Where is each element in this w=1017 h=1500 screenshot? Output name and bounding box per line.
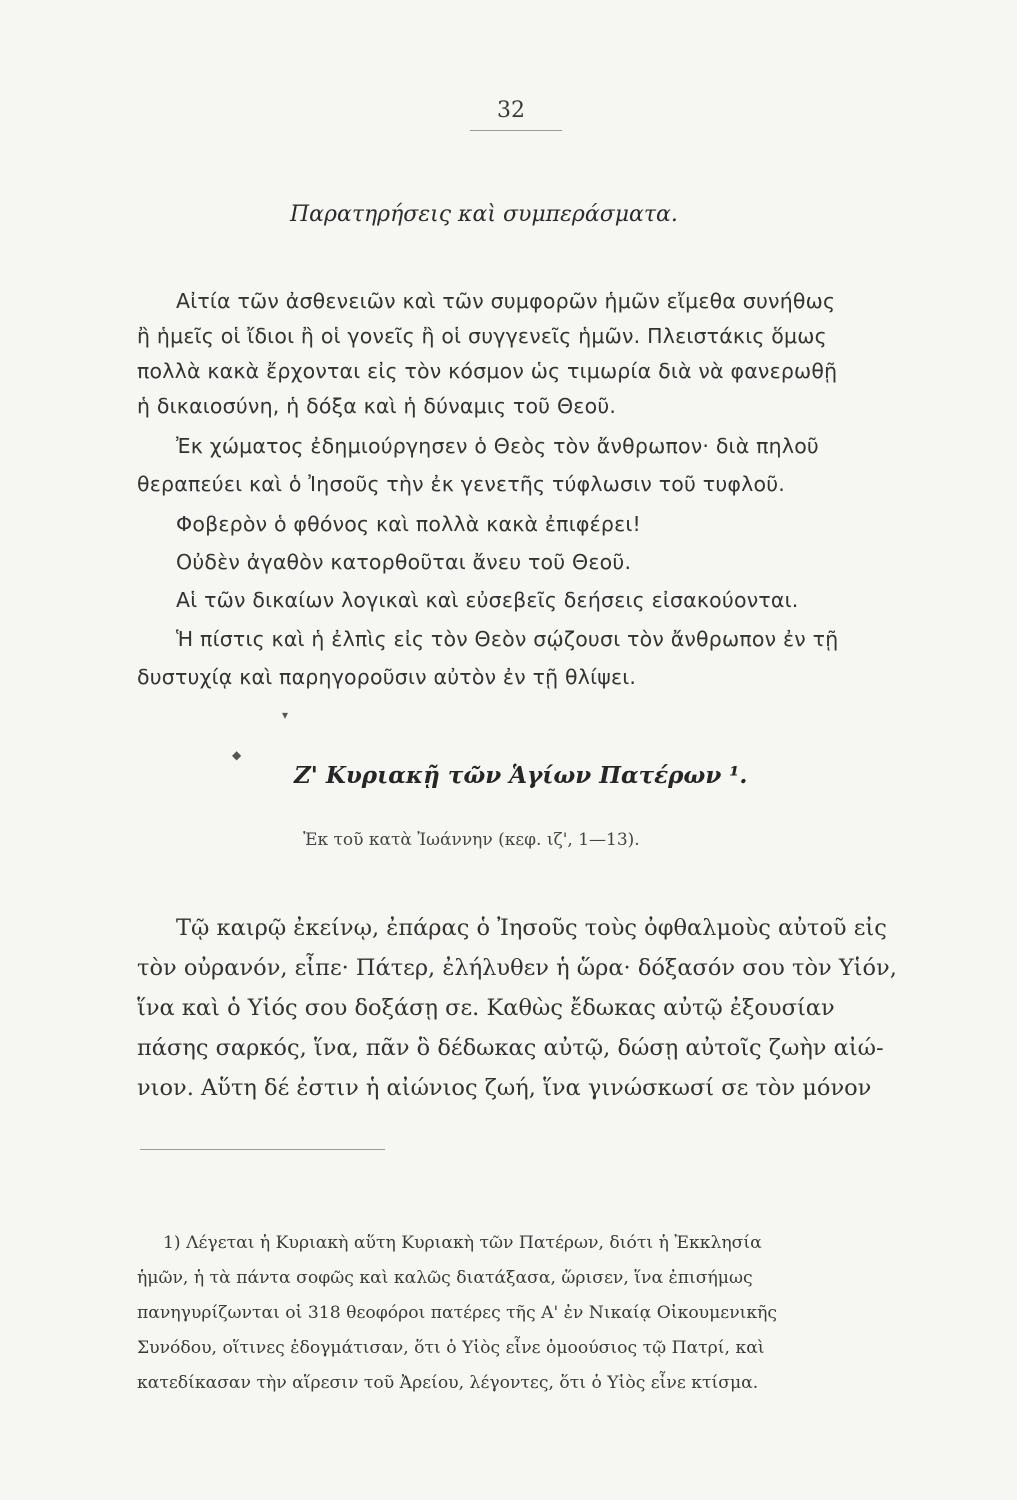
observation-line: Αἰτία τῶν ἀσθενειῶν καὶ τῶν συμφορῶν ἡμῶν εἴμεθα συνήθως <box>176 289 836 313</box>
page-number: 32 <box>497 98 525 123</box>
footnote-line: κατεδίκασαν τὴν αἵρεσιν τοῦ Ἀρείου, λέγοντες, ὅτι ὁ Υἱὸς εἶνε κτίσμα. <box>137 1373 759 1393</box>
print-speck: ◆ <box>232 748 242 762</box>
footnote-line: ἡμῶν, ἡ τὰ πάντα σοφῶς καὶ καλῶς διατάξασα, ὥρισεν, ἵνα ἐπισήμως <box>137 1268 753 1288</box>
observation-line: θεραπεύει καὶ ὁ Ἰησοῦς τὴν ἐκ γενετῆς τύφλωσιν τοῦ τυφλοῦ. <box>137 472 785 496</box>
footnote-rule <box>140 1149 385 1150</box>
observation-line: ἡ δικαιοσύνη, ἡ δόξα καὶ ἡ δύναμις τοῦ Θεοῦ. <box>137 394 617 418</box>
footnote-line: 1) Λέγεται ἡ Κυριακὴ αὕτη Κυριακὴ τῶν Πατέρων, διότι ἡ Ἐκκλησία <box>163 1233 762 1253</box>
gospel-line: Τῷ καιρῷ ἐκείνῳ, ἐπάρας ὁ Ἰησοῦς τοὺς ὀφθαλμοὺς αὐτοῦ εἰς <box>176 915 887 941</box>
observation-line: πολλὰ κακὰ ἔρχονται εἰς τὸν κόσμον ὡς τιμωρία διὰ νὰ φανερωθῇ <box>137 359 838 383</box>
section-title: Παρατηρήσεις καὶ συμπεράσματα. <box>290 202 678 227</box>
sunday-heading: Ζ' Κυριακῇ τῶν Ἁγίων Πατέρων ¹. <box>294 762 748 789</box>
observation-line: Ἡ πίστις καὶ ἡ ἐλπὶς εἰς τὸν Θεὸν σῴζουσι τὸν ἄνθρωπον ἐν τῇ <box>176 627 839 651</box>
scripture-reference: Ἐκ τοῦ κατὰ Ἰωάννην (κεφ. ιζ', 1—13). <box>303 830 640 850</box>
observation-line: ἢ ἡμεῖς οἱ ἴδιοι ἢ οἱ γονεῖς ἢ οἱ συγγενεῖς ἡμῶν. Πλειστάκις ὅμως <box>137 324 827 348</box>
gospel-line: πάσης σαρκός, ἵνα, πᾶν ὃ δέδωκας αὐτῷ, δώσῃ αὐτοῖς ζωὴν αἰώ- <box>137 1035 884 1061</box>
observation-line: Οὐδὲν ἀγαθὸν κατορθοῦται ἄνευ τοῦ Θεοῦ. <box>176 550 632 574</box>
gospel-line: τὸν οὐρανόν, εἶπε· Πάτερ, ἐλήλυθεν ἡ ὥρα· δόξασόν σου τὸν Υἱόν, <box>137 955 897 981</box>
footnote-line: πανηγυρίζωνται οἱ 318 θεοφόροι πατέρες τῆς Α' ἐν Νικαίᾳ Οἰκουμενικῆς <box>137 1303 778 1323</box>
gospel-line: ἵνα καὶ ὁ Υἱός σου δοξάσῃ σε. Καθὼς ἔδωκας αὐτῷ ἐξουσίαν <box>137 995 835 1021</box>
observation-line: Φοβερὸν ὁ φθόνος καὶ πολλὰ κακὰ ἐπιφέρει! <box>176 512 641 536</box>
page-number-rule <box>470 130 562 131</box>
print-speck: ▾ <box>282 708 289 722</box>
observation-line: δυστυχίᾳ καὶ παρηγοροῦσιν αὐτὸν ἐν τῇ θλίψει. <box>137 665 637 689</box>
footnote-line: Συνόδου, οἵτινες ἐδογμάτισαν, ὅτι ὁ Υἱὸς εἶνε ὁμοούσιος τῷ Πατρί, καὶ <box>137 1338 765 1358</box>
gospel-line: νιον. Αὕτη δέ ἐστιν ἡ αἰώνιος ζωή, ἵνα γινώσκωσί σε τὸν μόνον <box>137 1075 872 1101</box>
observation-line: Αἱ τῶν δικαίων λογικαὶ καὶ εὐσεβεῖς δεήσεις εἰσακούονται. <box>176 588 799 612</box>
observation-line: Ἐκ χώματος ἐδημιούργησεν ὁ Θεὸς τὸν ἄνθρωπον· διὰ πηλοῦ <box>176 434 819 458</box>
